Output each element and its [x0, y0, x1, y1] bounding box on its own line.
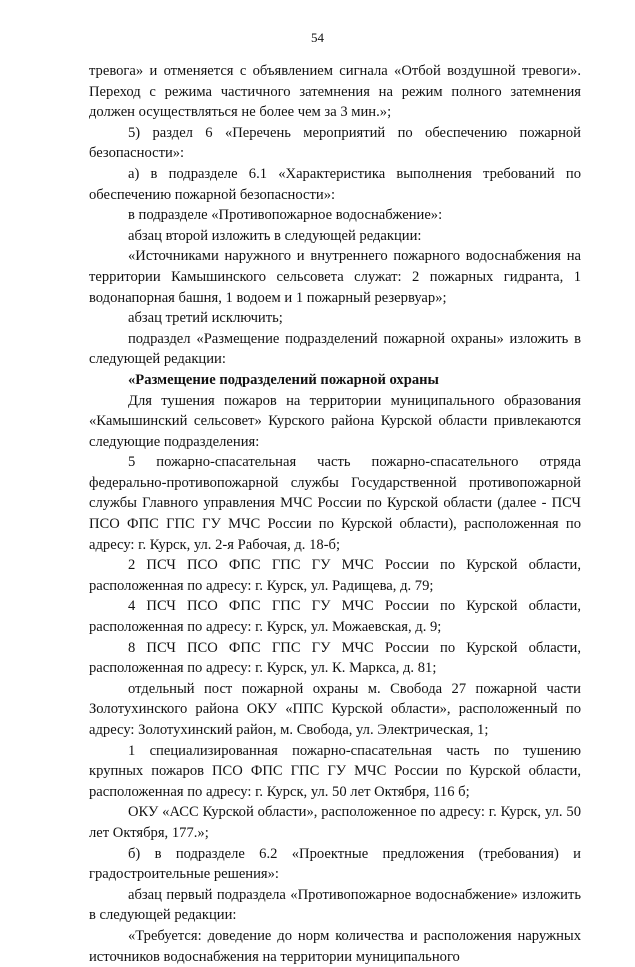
paragraph: подраздел «Размещение подразделений пожарной охраны» изложить в следующей редакции: — [89, 330, 581, 368]
paragraph: «Источниками наружного и внутреннего пожарного водоснабжения на территории Камышинского сельсовета служат: 2 пожарных гидранта, 1 водонапорная башня, 1 водоем и 1 пожарный резервуар»; — [89, 248, 581, 306]
paragraph: Для тушения пожаров на территории муниципального образования «Камышинский сельсовет» Курского района Курской области привлекаются следующие подразделения: — [89, 392, 581, 450]
paragraph: отдельный пост пожарной охраны м. Свобода 27 пожарной части Золотухинского района ОКУ «ППС Курской области», расположенный по адресу: Золотухинский район, м. Свобода, ул. Электрическая, 1; — [89, 680, 581, 738]
paragraph: 5) раздел 6 «Перечень мероприятий по обеспечению пожарной безопасности»: — [89, 124, 581, 162]
paragraph: в подразделе «Противопожарное водоснабжение»: — [128, 207, 443, 224]
paragraph: а) в подразделе 6.1 «Характеристика выполнения требований по обеспечению пожарной безопасности»: — [89, 165, 581, 203]
paragraph: ОКУ «АСС Курской области», расположенное по адресу: г. Курск, ул. 50 лет Октября, 177.»; — [89, 804, 581, 841]
document-body — [89, 61, 581, 967]
paragraph: 5 пожарно-спасательная часть пожарно-спасательного отряда федерально-противопожарной службы Государственной противопожарной службы Главного управления МЧС России по Курской области (далее - ПСЧ ПСО ФПС ГПС ГУ МЧС России по Курской области), расположенная по адресу: г. Курск, ул. 2-я Рабочая, д. 18-б; — [89, 454, 581, 553]
paragraph: абзац первый подраздела «Противопожарное водоснабжение» изложить в следующей редакции: — [89, 886, 581, 924]
paragraph: 8 ПСЧ ПСО ФПС ГПС ГУ МЧС России по Курской области, расположенная по адресу: г. Курск, ул. К. Маркса, д. 81; — [89, 639, 581, 677]
paragraph: «Требуется: доведение до норм количества и расположения наружных источников водоснабжения на территории муниципального — [89, 927, 581, 965]
paragraph: 4 ПСЧ ПСО ФПС ГПС ГУ МЧС России по Курской области, расположенная по адресу: г. Курск, ул. Можаевская, д. 9; — [89, 598, 581, 636]
paragraph: 1 специализированная пожарно-спасательная часть по тушению крупных пожаров ПСО ФПС ГПС ГУ МЧС России по Курской области, расположенная по адресу: г. Курск, ул. 50 лет Октября, 116 б; — [89, 742, 581, 800]
page-number: 54 — [311, 30, 324, 45]
paragraph: тревога» и отменяется с объявлением сигнала «Отбой воздушной тревоги». Переход с режима частичного затемнения на режим полного затемнения должен осуществляться не более чем за 3 мин.»; — [89, 63, 581, 121]
paragraph: б) в подразделе 6.2 «Проектные предложения (требования) и градостроительные решения»: — [89, 845, 581, 883]
paragraph: 2 ПСЧ ПСО ФПС ГПС ГУ МЧС России по Курской области, расположенная по адресу: г. Курск, ул. Радищева, д. 79; — [89, 557, 581, 594]
section-heading: «Размещение подразделений пожарной охраны — [128, 371, 439, 388]
paragraph: абзац третий исключить; — [128, 310, 283, 327]
paragraph: абзац второй изложить в следующей редакции: — [128, 227, 422, 244]
